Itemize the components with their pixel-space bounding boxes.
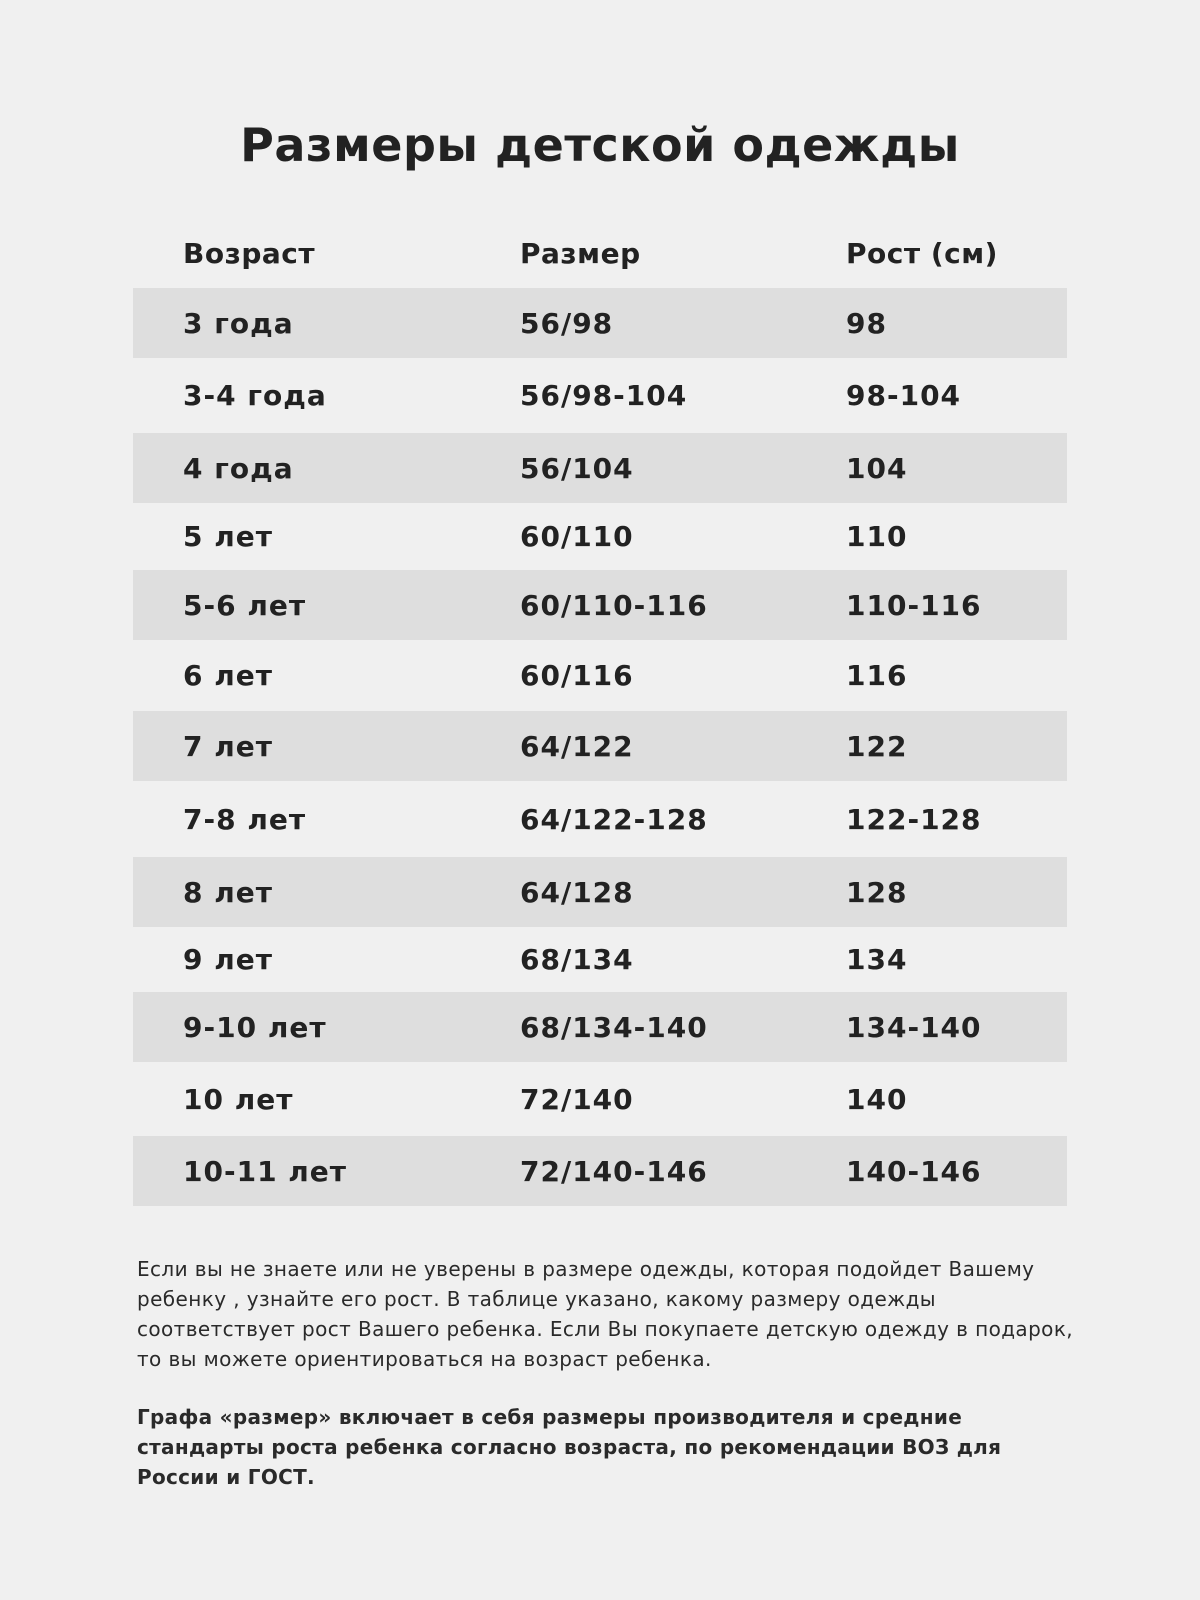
cell-age: 10 лет — [183, 1082, 294, 1116]
info-paragraph: Если вы не знаете или не уверены в размере одежды, которая подойдет Вашему ребенку , узнайте его рост. В таблице указано, какому размеру одежды соответствует рост Вашего ребенка. Если Вы покупаете детскую одежду в подарок, то вы можете ориентироваться на возраст ребенка. — [137, 1257, 1074, 1371]
cell-age: 5-6 лет — [183, 588, 307, 622]
cell-age: 9-10 лет — [183, 1010, 327, 1044]
cell-height: 110 — [846, 520, 908, 553]
size-table — [133, 218, 1067, 1206]
table-row — [133, 857, 1067, 927]
cell-size: 60/116 — [520, 659, 634, 692]
cell-size: 72/140-146 — [520, 1154, 708, 1188]
table-row — [133, 992, 1067, 1062]
table-row — [133, 1062, 1067, 1136]
cell-age: 9 лет — [183, 943, 273, 976]
cell-size: 72/140 — [520, 1082, 634, 1116]
table-body — [133, 288, 1067, 1206]
cell-height: 122 — [846, 729, 908, 763]
table-row — [133, 358, 1067, 433]
cell-size: 60/110 — [520, 520, 634, 553]
cell-height: 116 — [846, 659, 908, 692]
table-row — [133, 503, 1067, 570]
cell-height: 122-128 — [846, 802, 982, 836]
cell-height: 128 — [846, 875, 908, 909]
cell-size: 60/110-116 — [520, 588, 708, 622]
cell-size: 64/128 — [520, 875, 634, 909]
cell-age: 3-4 года — [183, 379, 327, 412]
cell-size: 64/122-128 — [520, 802, 708, 836]
cell-size: 56/104 — [520, 451, 634, 485]
cell-size: 68/134-140 — [520, 1010, 708, 1044]
cell-age: 3 года — [183, 306, 294, 340]
table-row — [133, 288, 1067, 358]
cell-age: 7-8 лет — [183, 802, 307, 836]
table-row — [133, 927, 1067, 992]
cell-age: 5 лет — [183, 520, 273, 553]
cell-size: 68/134 — [520, 943, 634, 976]
table-row — [133, 711, 1067, 781]
cell-age: 4 года — [183, 451, 294, 485]
header-age: Возраст — [183, 236, 316, 270]
cell-age: 7 лет — [183, 729, 273, 763]
size-column-note: Графа «размер» включает в себя размеры производителя и средние стандарты роста ребенка согласно возраста, по рекомендации ВОЗ для России и ГОСТ. — [137, 1405, 1002, 1489]
cell-height: 140 — [846, 1082, 908, 1116]
cell-size: 56/98 — [520, 306, 614, 340]
cell-height: 104 — [846, 451, 908, 485]
notes-section — [137, 1254, 1077, 1492]
table-row — [133, 640, 1067, 711]
cell-height: 134-140 — [846, 1010, 982, 1044]
cell-size: 56/98-104 — [520, 379, 688, 412]
page-title: Размеры детской одежды — [240, 118, 960, 172]
table-row — [133, 570, 1067, 640]
cell-height: 98 — [846, 306, 887, 340]
cell-height: 134 — [846, 943, 908, 976]
table-row — [133, 433, 1067, 503]
cell-age: 8 лет — [183, 875, 273, 909]
cell-height: 98-104 — [846, 379, 962, 412]
table-row — [133, 781, 1067, 857]
cell-size: 64/122 — [520, 729, 634, 763]
header-height: Рост (см) — [846, 236, 998, 270]
cell-age: 6 лет — [183, 659, 273, 692]
cell-height: 140-146 — [846, 1154, 982, 1188]
table-header-row — [133, 218, 1067, 288]
cell-height: 110-116 — [846, 588, 982, 622]
cell-age: 10-11 лет — [183, 1154, 348, 1188]
header-size: Размер — [520, 236, 641, 270]
table-row — [133, 1136, 1067, 1206]
